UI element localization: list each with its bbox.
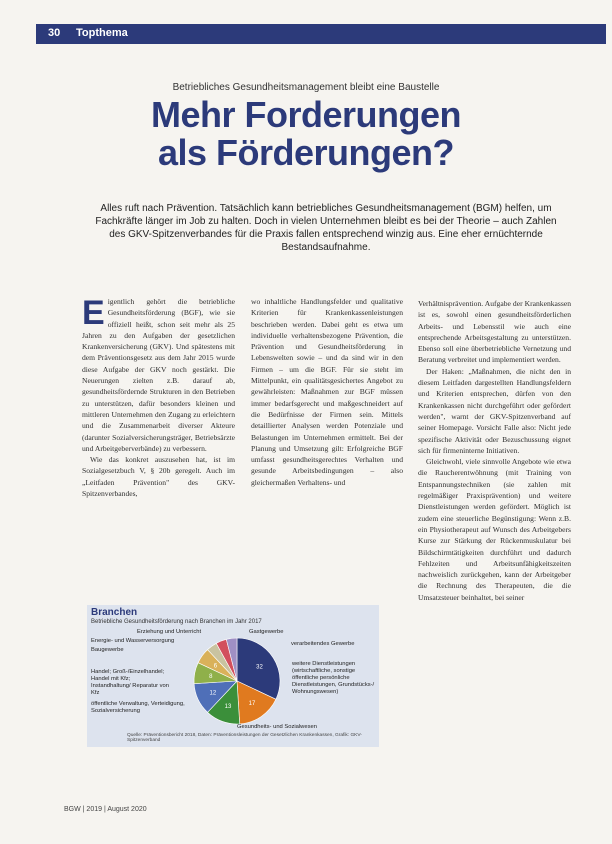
column-2-text: wo inhaltliche Handlungsfelder und qualitative Kriterien für Krankenkassenleistungen beschrieben werden. Dabei geht es etwa um individuelle verhaltensbezogene Prävention, die Prävention und Gesundheitsförderung in Lebenswelten sowie – und da sind wir in den Firmen – um die BGF. Für sie steht im Mittelpunkt, ein qualitätsgesichertes Angebot zu gewährleisten: Maßnahmen zur BGF müssen immer bedarfsgerecht und maßgeschneidert auf die Bedürfnisse der Firmen sein. Mittels detaillierter Analysen werden Potenziale und Belastungen im Unternehmen ermittelt. Bei der Planung und Umsetzung gilt: Erfolgreiche BGF umfasst gesundheitsgerechtes Verhalten und gesunde Arbeitsbedingungen – also gleichermaßen Verhaltens- und [251, 297, 403, 487]
page-number: 30 [48, 27, 61, 39]
lead-paragraph: Alles ruft nach Prävention. Tatsächlich kann betriebliches Gesundheitsmanagement (BGM) helfen, um Fachkräfte länger im Job zu halten. Doch in vielen Unternehmen bleibt es bei der Theorie – auch Zahlen des GKV-Spitzenverbandes für die Praxis fallen entsprechend winzig aus. Eine eher ernüchternde Bestandsaufnahme. [95, 203, 557, 253]
column-3-text-2: Der Haken: „Maßnahmen, die nicht den in diesem Leitfaden dargestellten Handlungsfeldern und Kriterien entsprechen, dürfen von den Krankenkassen nicht durchgeführt oder gefördert werden", warnt der GKV-Spitzenverband auf seiner Homepage. Vorsicht Falle also: Nicht jede spezifische Aktivität oder Bezuschussung eignet sich für firmeninterne Initiativen. [418, 366, 571, 455]
pie-slice-value: 8 [209, 674, 213, 681]
article-title [0, 96, 612, 172]
column-3 [418, 298, 571, 603]
branchen-infobox [87, 605, 379, 747]
pie-slice-value: 12 [209, 690, 217, 697]
column-3-text: Verhältnisprävention. Aufgabe der Krankenkassen ist es, sowohl einen gesundheitsförderlichen Arbeits- und Lebensstil wie auch eine entsprechende Arbeitsgestaltung zu unterstützen. Ebenso soll eine überbetriebliche Vernetzung und Beratung verbreitet und implementiert werden. [418, 299, 571, 365]
label-gastgewerbe: Gastgewerbe [249, 629, 284, 635]
infobox-subtitle: Betriebliche Gesundheitsförderung nach Branchen im Jahr 2017 [91, 619, 262, 625]
pie-slice-value: 17 [248, 701, 256, 708]
column-1 [82, 296, 235, 499]
header-bar [36, 24, 606, 44]
column-1-text-2: Wie das konkret auszusehen hat, ist im Sozialgesetzbuch V, § 20b geregelt. Auch im „Leitfaden Prävention" des GKV-Spitzenverbandes, [82, 455, 235, 499]
pie-slice-value: 13 [224, 704, 232, 711]
page-footer: BGW | 2019 | August 2020 [64, 806, 147, 813]
pie-slice-value: 32 [256, 664, 263, 671]
label-oeffentlich: öffentliche Verwaltung, Verteidigung, Sozialversicherung [91, 701, 185, 714]
label-gesundheit: Gesundheits- und Sozialwesen [237, 724, 317, 730]
title-line-2: als Förderungen? [157, 132, 455, 173]
label-verarbeitend: verarbeitendes Gewerbe [291, 641, 355, 647]
label-erziehung: Erziehung und Unterricht [137, 629, 202, 635]
label-handel: Handel; Groß-/Einzelhandel; Handel mit Kfz; Instandhaltung/ Reparatur von Kfz [91, 669, 169, 696]
kicker: Betriebliches Gesundheitsmanagement bleibt eine Baustelle [172, 82, 440, 93]
drop-cap: E [82, 294, 105, 332]
infobox-source: Quelle: Präventionsbericht 2018, Daten: Präventionsleistungen der Gesetzlichen Krankenkassen, Grafik: GKV-Spitzenverband [127, 733, 362, 743]
label-bau: Baugewerbe [91, 647, 124, 653]
pie-slice-value: 6 [213, 663, 218, 670]
label-energie: Energie- und Wasserversorgung [91, 638, 175, 644]
section-name: Topthema [76, 27, 128, 39]
title-line-1: Mehr Forderungen [150, 94, 461, 135]
column-3-text-3: Gleichwohl, viele sinnvolle Angebote wie etwa die Raucherentwöhnung (mit Training von Entspannungstechniken (sie zahlen mit regelmäßiger Praxisprävention) und weitere Dienstleistungen werden gefördert. Möglich ist zudem eine steuerliche Begünstigung: Wenn z.B. ein Physiotherapeut auf Wunsch des Arbeitgebers Kurse zur Stärkung der Rückenmuskulatur bei Bildschirmtätigkeiten durchführt und dadurch Fehlzeiten und Arbeitsunfähigkeitszeiten nachweislich zurückgehen, kann der Arbeitgeber die Rechnung des Therapeuten, die die Umsatzsteuer beinhaltet, bei seiner [418, 457, 571, 602]
infobox-title: Branchen [91, 607, 138, 618]
label-sonstige: weitere Dienstleistungen (wirtschaftliche, sonstige öffentliche persönliche Dienstleistungen, Grundstücks-/ Wohnungswesen) [292, 661, 375, 695]
column-2 [251, 296, 403, 488]
column-1-text: igentlich gehört die betriebliche Gesundheitsförderung (BGF), wie sie offiziell heißt, schon seit mehr als 25 Jahren zu den Aufgaben der gesetzlichen Krankenversicherung (GKV). Und spätestens mit dem Präventionsgesetz aus dem Jahr 2015 wurde diese Aufgabe der GKV noch gestärkt. Die Neuerungen zielten z.B. darauf ab, gesundheitsfördernde Strukturen in den Betrieben zu unterstützen, dafür besonders kleinen und mittleren Unternehmen den Zugang zu erleichtern und die Zusammenarbeit diverser Akteure (darunter Sozialversicherungsträger, Betriebsärzte und Arbeitgeberverbände) zu verbessern. [82, 297, 235, 453]
